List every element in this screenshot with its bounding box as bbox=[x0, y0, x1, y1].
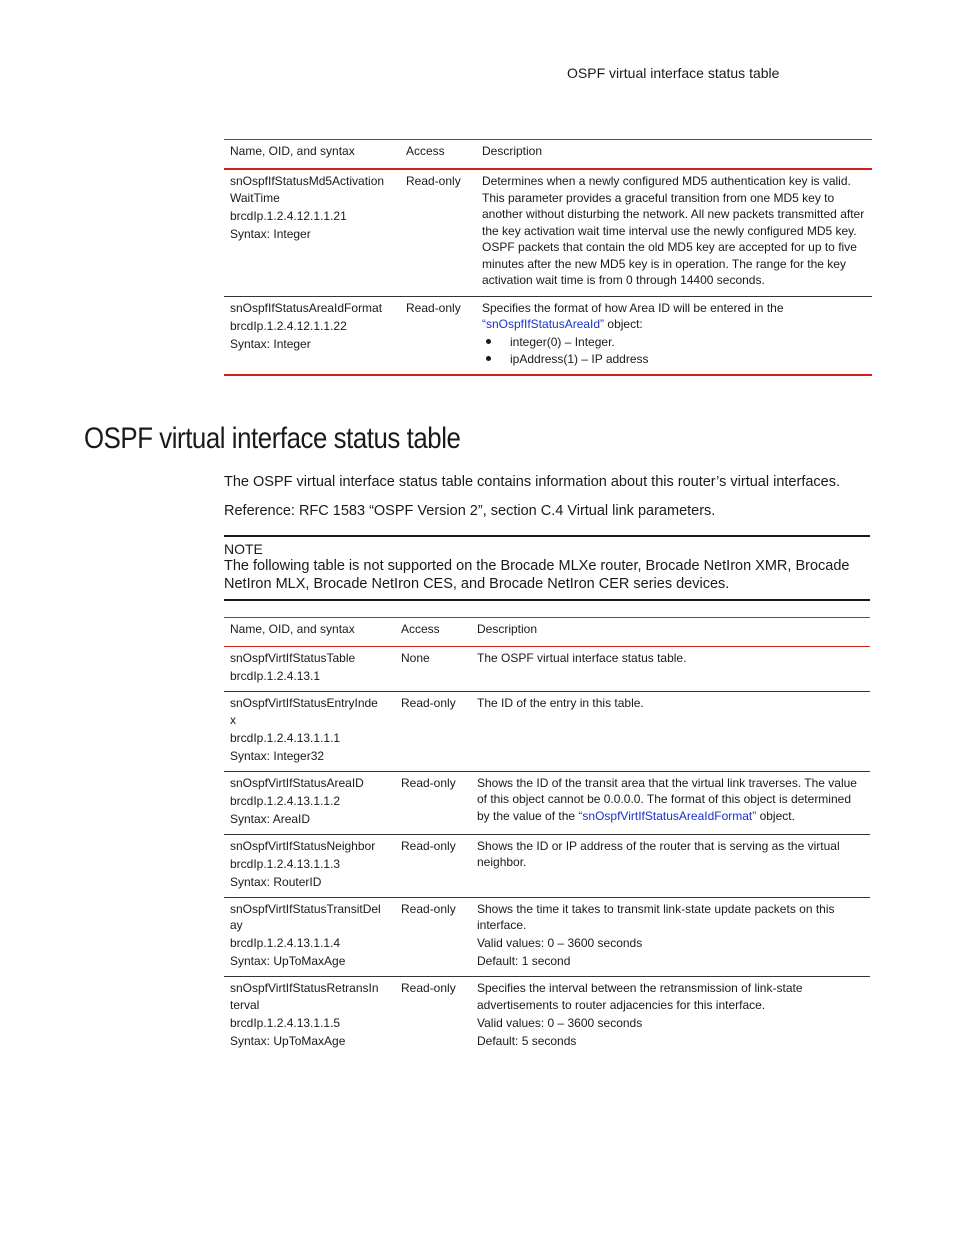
description-cell: Determines when a newly configured MD5 authentication key is valid. This parameter provides a graceful transition from one MD5 key to another without disturbing the network. All new packets transmitted after the key activation wait time interval use the newly configured MD5 key. OSPF packets that contain the old MD5 key are accepted for up to five minutes after the new MD5 key is in operation. The range for the key activation wait time is from 0 through 14400 seconds. bbox=[476, 169, 872, 296]
note-box bbox=[224, 535, 870, 601]
description-text-suffix: object. bbox=[756, 808, 795, 823]
access-cell: Read-only bbox=[395, 834, 471, 897]
object-oid: brcdIp.1.2.4.12.1.1.21 bbox=[230, 208, 347, 223]
description-cell bbox=[471, 897, 870, 977]
object-oid: brcdIp.1.2.4.13.1.1.1 bbox=[230, 730, 341, 745]
section-reference: Reference: RFC 1583 “OSPF Version 2”, section C.4 Virtual link parameters. bbox=[224, 503, 716, 519]
area-id-format-object-link[interactable]: “snOspfVirtIfStatusAreaIdFormat” bbox=[578, 808, 757, 823]
object-name-cell bbox=[224, 169, 400, 296]
object-name: snOspfVirtIfStatusRetransIn bbox=[230, 981, 379, 995]
section-title: OSPF virtual interface status table bbox=[84, 422, 461, 455]
object-name-continued: WaitTime bbox=[230, 190, 280, 205]
table-row bbox=[224, 771, 870, 834]
column-header-description: Description bbox=[471, 618, 870, 647]
valid-values: Valid values: 0 – 3600 seconds bbox=[477, 1015, 643, 1030]
object-name: snOspfVirtIfStatusEntryInde bbox=[230, 696, 378, 710]
mib-table-virtual-interface-status bbox=[224, 617, 870, 1056]
object-name-cell bbox=[224, 977, 395, 1056]
object-name: snOspfVirtIfStatusAreaID bbox=[230, 775, 364, 790]
description-cell bbox=[471, 834, 870, 897]
column-header-access: Access bbox=[400, 140, 476, 170]
description-text: Specifies the interval between the retransmission of link-state advertisements to router adjacencies for this interface. bbox=[477, 981, 803, 1012]
table-header-row bbox=[224, 140, 872, 170]
object-oid: brcdIp.1.2.4.13.1.1.5 bbox=[230, 1015, 341, 1030]
object-oid: brcdIp.1.2.4.13.1 bbox=[230, 669, 321, 683]
object-syntax: Syntax: UpToMaxAge bbox=[230, 954, 346, 968]
object-name-continued: ay bbox=[230, 918, 243, 932]
object-name-cell bbox=[224, 771, 395, 834]
column-header-description: Description bbox=[476, 140, 872, 170]
section-intro: The OSPF virtual interface status table contains information about this router’s virtual interfaces. bbox=[224, 474, 841, 490]
object-name-cell bbox=[224, 834, 395, 897]
column-header-name: Name, OID, and syntax bbox=[224, 618, 395, 647]
object-name: snOspfIfStatusMd5Activation bbox=[230, 174, 385, 188]
object-syntax: Syntax: Integer32 bbox=[230, 748, 325, 763]
note-text: The following table is not supported on the Brocade MLXe router, Brocade NetIron XMR, Brocade NetIron MLX, Brocade NetIron CES, and Brocade NetIron CER series devices. bbox=[224, 558, 850, 592]
object-syntax: Syntax: UpToMaxAge bbox=[230, 1033, 346, 1048]
object-oid: brcdIp.1.2.4.13.1.1.3 bbox=[230, 856, 341, 871]
list-item: integer(0) – Integer. bbox=[482, 334, 866, 351]
table-row bbox=[224, 977, 870, 1056]
list-item: ipAddress(1) – IP address bbox=[482, 351, 866, 368]
description-text: Shows the ID of the transit area that the virtual link traverses. The value of this object cannot be 0.0.0.0. The format of this object is determined by the value of the bbox=[477, 775, 857, 823]
table-row bbox=[224, 897, 870, 977]
description-cell bbox=[471, 647, 870, 692]
area-id-object-link[interactable]: “snOspfIfStatusAreaId” bbox=[482, 317, 605, 331]
column-header-access: Access bbox=[395, 618, 471, 647]
table-row bbox=[224, 169, 872, 296]
object-oid: brcdIp.1.2.4.12.1.1.22 bbox=[230, 318, 347, 333]
access-cell: Read-only bbox=[395, 771, 471, 834]
object-name-cell bbox=[224, 296, 400, 375]
description-text: Shows the ID or IP address of the router that is serving as the virtual neighbor. bbox=[477, 838, 840, 869]
description-cell bbox=[476, 296, 872, 375]
object-oid: brcdIp.1.2.4.13.1.1.4 bbox=[230, 936, 341, 950]
format-options-list bbox=[482, 334, 866, 368]
description-text: Specifies the format of how Area ID will be entered in the bbox=[482, 300, 784, 315]
description-text: The ID of the entry in this table. bbox=[477, 696, 644, 710]
mib-table-interface-status bbox=[224, 139, 872, 376]
object-syntax: Syntax: RouterID bbox=[230, 874, 322, 889]
object-syntax: Syntax: Integer bbox=[230, 336, 311, 351]
object-name-continued: terval bbox=[230, 997, 260, 1012]
table-row bbox=[224, 692, 870, 772]
default-value: Default: 5 seconds bbox=[477, 1033, 577, 1048]
access-cell: Read-only bbox=[400, 169, 476, 296]
description-text: Shows the time it takes to transmit link-state update packets on this interface. bbox=[477, 901, 835, 932]
object-name-continued: x bbox=[230, 712, 236, 727]
object-name: snOspfIfStatusAreaIdFormat bbox=[230, 300, 383, 315]
object-syntax: Syntax: AreaID bbox=[230, 811, 311, 826]
valid-values: Valid values: 0 – 3600 seconds bbox=[477, 936, 643, 950]
column-header-name: Name, OID, and syntax bbox=[224, 140, 400, 170]
access-cell: None bbox=[395, 647, 471, 692]
object-name: snOspfVirtIfStatusTable bbox=[230, 651, 356, 665]
access-cell: Read-only bbox=[401, 981, 456, 995]
object-name: snOspfVirtIfStatusTransitDel bbox=[230, 901, 381, 916]
running-header: OSPF virtual interface status table bbox=[567, 65, 780, 81]
table-header-row bbox=[224, 618, 870, 647]
description-text: The OSPF virtual interface status table. bbox=[477, 651, 687, 665]
description-text-suffix: object: bbox=[604, 317, 643, 331]
table-row bbox=[224, 296, 872, 375]
table-row bbox=[224, 647, 870, 692]
object-name: snOspfVirtIfStatusNeighbor bbox=[230, 838, 376, 853]
note-label: NOTE bbox=[224, 541, 263, 557]
table-row bbox=[224, 834, 870, 897]
access-cell: Read-only bbox=[395, 692, 471, 772]
object-syntax: Syntax: Integer bbox=[230, 226, 311, 241]
description-cell bbox=[471, 977, 870, 1056]
default-value: Default: 1 second bbox=[477, 954, 571, 968]
object-name-cell bbox=[224, 692, 395, 772]
access-cell: Read-only bbox=[395, 897, 471, 977]
access-cell: Read-only bbox=[406, 300, 461, 315]
description-cell bbox=[471, 692, 870, 772]
object-name-cell bbox=[224, 647, 395, 692]
object-name-cell bbox=[224, 897, 395, 977]
object-oid: brcdIp.1.2.4.13.1.1.2 bbox=[230, 793, 341, 808]
description-cell bbox=[471, 771, 870, 834]
